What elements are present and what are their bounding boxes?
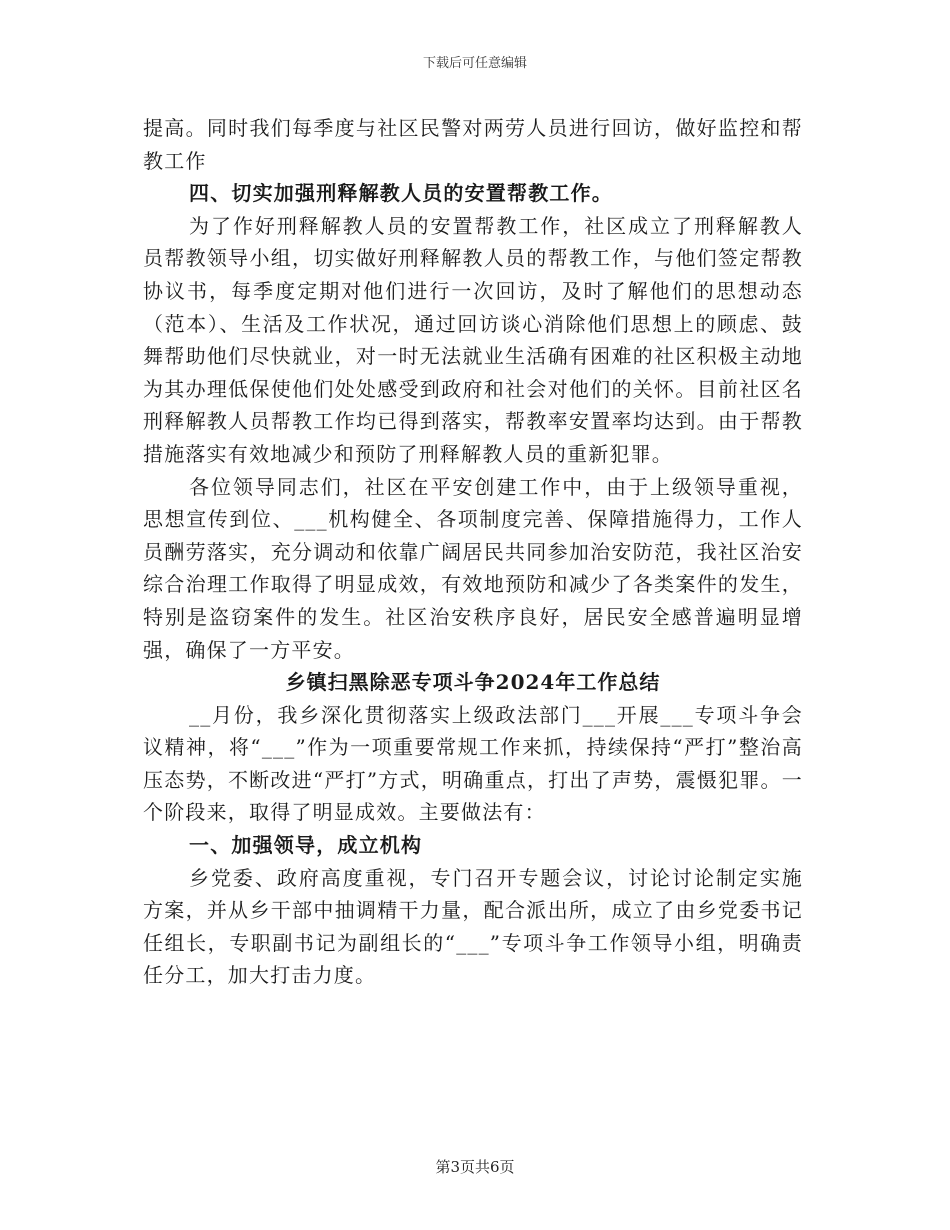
page-header: 下载后可任意编辑 [422, 56, 527, 71]
page-footer: 第3页共6页 [435, 1158, 515, 1176]
paragraph-resettlement: 为了作好刑释解教人员的安置帮教工作，社区成立了刑释解教人员帮教领导小组，切实做好刑释解教人员的帮教工作，与他们签定帮教协议书，每季度定期对他们进行一次回访，及时了解他们的思想动态（范本）、生活及工作状况，通过回访谈心消除他们思想上的顾虑、鼓舞帮助他们尽快就业，对一时无法就业生活确有困难的社区积极主动地为其办理低保使他们处处感受到政府和社会对他们的关怀。目前社区名刑释解教人员帮教工作均已得到落实，帮教率安置率均达到。由于帮教措施落实有效地减少和预防了刑释解教人员的重新犯罪。 [143, 213, 803, 466]
document-body [143, 112, 803, 992]
paragraph-leadership: 乡党委、政府高度重视，专门召开专题会议，讨论讨论制定实施方案，并从乡干部中抽调精干力量，配合派出所，成立了由乡党委书记任组长，专职副书记为副组长的“___”专项斗争工作领导小组，明确责任分工，加大打击力度。 [143, 865, 803, 988]
section-heading-4: 四、切实加强刑释解教人员的安置帮教工作。 [189, 181, 613, 206]
paragraph-intro: __月份，我乡深化贯彻落实上级政法部门___开展___专项斗争会议精神，将“___”作为一项重要常规工作来抓，持续保持“严打”整治高压态势，不断改进“严打”方式，明确重点，打出了声势，震慑犯罪。一个阶段来，取得了明显成效。主要做法有： [143, 702, 803, 825]
document-title: 乡镇扫黑除恶专项斗争2024年工作总结 [285, 670, 661, 695]
section-heading-1: 一、加强领导，成立机构 [189, 833, 423, 858]
paragraph-summary: 各位领导同志们，社区在平安创建工作中，由于上级领导重视，思想宣传到位、___机构健全、各项制度完善、保障措施得力，工作人员酬劳落实，充分调动和依靠广阔居民共同参加治安防范，我社区治安综合治理工作取得了明显成效，有效地预防和减少了各类案件的发生，特别是盗窃案件的发生。社区治安秩序良好，居民安全感普遍明显增强，确保了一方平安。 [143, 474, 803, 662]
paragraph-continuation: 提高。同时我们每季度与社区民警对两劳人员进行回访，做好监控和帮教工作 [143, 116, 803, 173]
